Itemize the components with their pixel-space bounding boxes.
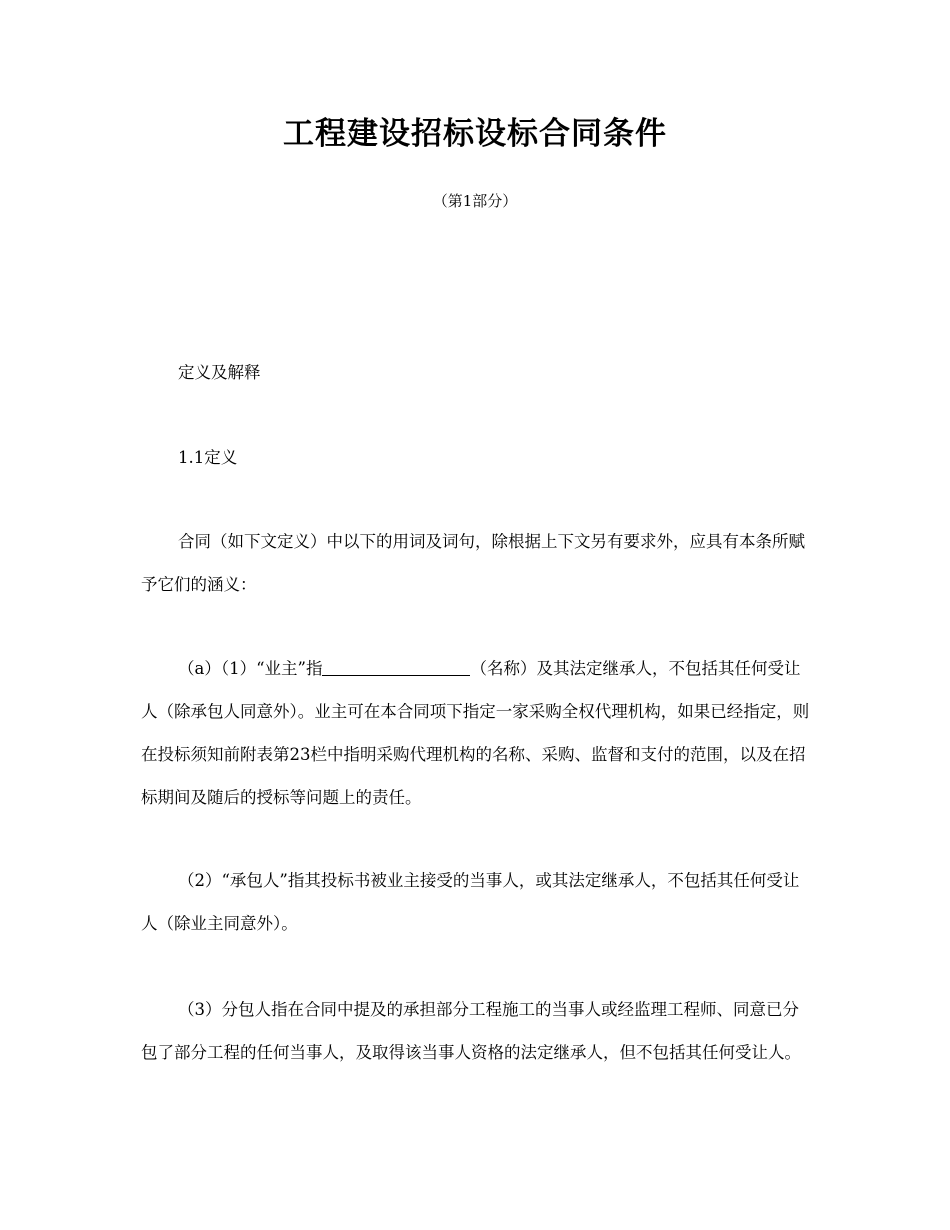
definition-subcontractor-paragraph: （3）分包人指在合同中提及的承担部分工程施工的当事人或经监理工程师、同意已分包了部分工程的任何当事人，及取得该当事人资格的法定继承人，但不包括其任何受让人。: [141, 1000, 801, 1062]
definition-employer-prefix: （a）（1）“业主”指: [178, 659, 323, 678]
definition-contractor-paragraph: （2）“承包人”指其投标书被业主接受的当事人，或其法定继承人，不包括其任何受让人（除业主同意外）。: [141, 871, 800, 933]
section-heading-definitions: 定义及解释: [178, 363, 261, 382]
definition-employer-text: （名称）及其法定继承人，不包括其任何受让人（除承包人同意外）。业主可在本合同项下指定一家采购全权代理机构，如果已经指定，则在投标须知前附表第23栏中指明采购代理机构的名称、采购、监督和支付的范围，以及在招标期间及随后的授标等问题上的责任。: [141, 659, 810, 807]
employer-name-blank: [322, 659, 470, 677]
document-subtitle: （第1部分）: [432, 192, 518, 210]
definitions-intro-paragraph: 合同（如下文定义）中以下的用词及词句，除根据上下文另有要求外，应具有本条所赋予它们的涵义：: [141, 532, 805, 594]
definition-employer-paragraph: [141, 647, 813, 819]
clause-heading-1-1: 1.1定义: [178, 448, 238, 467]
document-title: 工程建设招标设标合同条件: [283, 116, 667, 152]
